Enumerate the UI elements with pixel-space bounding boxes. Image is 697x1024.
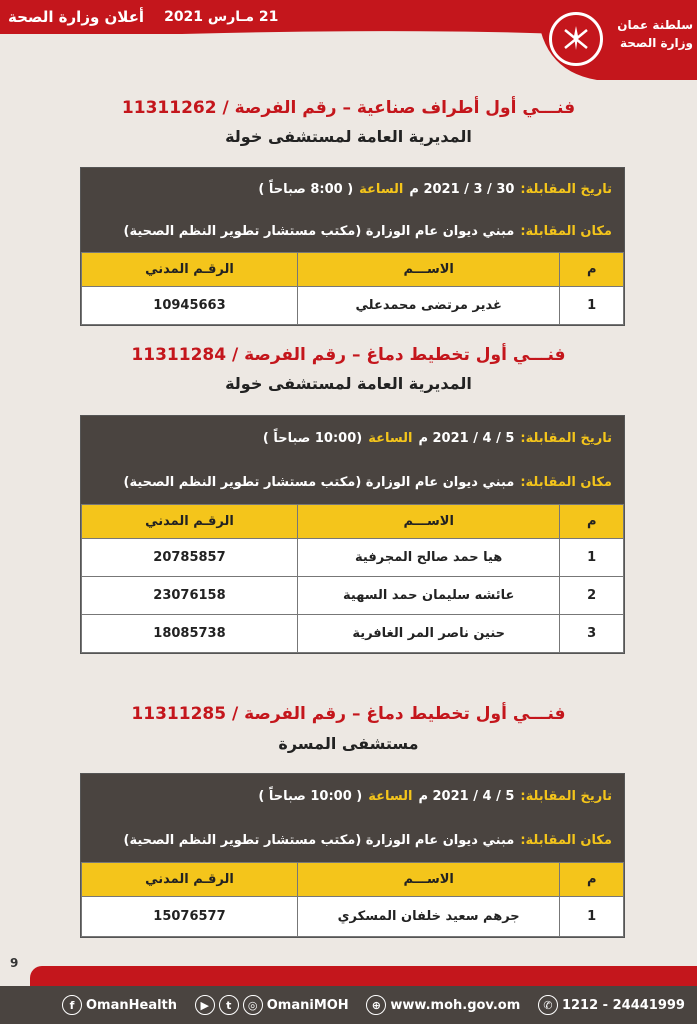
instagram-icon: ◎	[243, 995, 263, 1015]
time-label: الساعة	[368, 430, 413, 446]
place-label: مكان المقابلة:	[520, 474, 612, 490]
row-name: هيا حمد صالح المجرفية	[297, 539, 559, 577]
website-link[interactable]	[366, 995, 520, 1015]
time-label: الساعة	[359, 181, 404, 197]
section-2-subtitle: المديرية العامة لمستشفى خولة	[225, 374, 472, 393]
date-value: 5 / 4 / 2021 م	[418, 788, 515, 804]
logo-line-1: سلطنة عمان	[617, 18, 693, 32]
place-label: مكان المقابلة:	[520, 832, 612, 848]
table-row	[82, 539, 624, 577]
table-header	[82, 505, 624, 539]
column-name: الاســـم	[297, 253, 559, 287]
interview-info	[81, 168, 624, 252]
time-value: ( 8:00 صباحاً )	[258, 181, 354, 197]
facebook-link[interactable]	[62, 995, 177, 1015]
time-value: (10:00 صباحاً )	[262, 430, 363, 446]
facebook-icon: f	[62, 995, 82, 1015]
announcement-date: 21 مـارس 2021	[164, 9, 279, 25]
footer-red-band	[30, 966, 697, 986]
section-1-subtitle: المديرية العامة لمستشفى خولة	[225, 127, 472, 146]
time-value: ( 10:00 صباحاً )	[258, 788, 363, 804]
interview-date-line	[93, 416, 612, 460]
interview-date-line	[93, 168, 612, 210]
interview-date-line	[93, 774, 612, 818]
row-id: 15076577	[82, 897, 298, 937]
header-text	[8, 6, 278, 28]
date-label: تاريخ المقابلة:	[520, 788, 612, 804]
row-name: عائشه سليمان حمد السهية	[297, 577, 559, 615]
column-name: الاســـم	[297, 505, 559, 539]
table-header	[82, 863, 624, 897]
row-id: 10945663	[82, 287, 298, 325]
section-2-title: فنـــي أول تخطيط دماغ – رقم الفرصة / 11311284	[131, 345, 566, 365]
table-row	[82, 287, 624, 325]
place-value: مبني ديوان عام الوزارة (مكتب مستشار تطوير النظم الصحية)	[123, 832, 515, 848]
place-value: مبني ديوان عام الوزارة (مكتب مستشار تطوير النظم الصحية)	[123, 223, 515, 239]
row-id: 18085738	[82, 615, 298, 653]
facebook-handle: OmanHealth	[86, 997, 178, 1013]
page-number: 9	[10, 956, 19, 970]
interview-info	[81, 416, 624, 504]
announcement-title: أعلان وزارة الصحة	[8, 8, 145, 26]
date-label: تاريخ المقابلة:	[520, 430, 612, 446]
candidates-table	[81, 862, 624, 937]
candidates-table	[81, 504, 624, 653]
section-2-table	[80, 415, 625, 654]
place-value: مبني ديوان عام الوزارة (مكتب مستشار تطوير النظم الصحية)	[123, 474, 515, 490]
section-1-table	[80, 167, 625, 326]
place-label: مكان المقابلة:	[520, 223, 612, 239]
logo-text	[609, 16, 693, 52]
section-3-title: فنـــي أول تخطيط دماغ – رقم الفرصة / 11311285	[131, 704, 566, 724]
table-row	[82, 897, 624, 937]
column-num: م	[560, 253, 624, 287]
row-id: 20785857	[82, 539, 298, 577]
social-link[interactable]	[195, 995, 349, 1015]
row-name: حنين ناصر المر الغافرية	[297, 615, 559, 653]
table-header	[82, 253, 624, 287]
website-url: www.moh.gov.om	[390, 997, 521, 1013]
phone-link[interactable]	[538, 995, 685, 1015]
column-num: م	[560, 505, 624, 539]
section-3-table	[80, 773, 625, 938]
logo-line-2: وزارة الصحة	[619, 36, 693, 50]
column-id: الرقـم المدني	[82, 863, 298, 897]
row-name: غدير مرتضى محمدعلي	[297, 287, 559, 325]
row-num: 1	[560, 897, 624, 937]
phone-icon: ✆	[538, 995, 558, 1015]
interview-info	[81, 774, 624, 862]
row-name: جرهم سعيد خلفان المسكري	[297, 897, 559, 937]
time-label: الساعة	[368, 788, 413, 804]
interview-place-line	[93, 818, 612, 862]
row-num: 2	[560, 577, 624, 615]
logo	[527, 0, 697, 80]
phone-number: 1212 - 24441999	[561, 997, 685, 1013]
column-id: الرقـم المدني	[82, 253, 298, 287]
row-num: 1	[560, 539, 624, 577]
oman-emblem-icon	[549, 12, 603, 66]
twitter-icon: t	[219, 995, 239, 1015]
column-id: الرقـم المدني	[82, 505, 298, 539]
interview-place-line	[93, 210, 612, 252]
date-value: 5 / 4 / 2021 م	[418, 430, 515, 446]
globe-icon: ⊕	[366, 995, 386, 1015]
column-num: م	[560, 863, 624, 897]
row-num: 1	[560, 287, 624, 325]
social-handle: OmaniMOH	[266, 997, 349, 1013]
date-value: 30 / 3 / 2021 م	[409, 181, 515, 197]
table-row	[82, 577, 624, 615]
footer	[0, 986, 697, 1024]
candidates-table	[81, 252, 624, 325]
section-1-title: فنـــي أول أطراف صناعية – رقم الفرصة / 11311262	[121, 98, 576, 118]
section-3-subtitle: مستشفى المسرة	[278, 734, 419, 753]
row-num: 3	[560, 615, 624, 653]
date-label: تاريخ المقابلة:	[520, 181, 612, 197]
interview-place-line	[93, 460, 612, 504]
youtube-icon: ▶	[195, 995, 215, 1015]
table-row	[82, 615, 624, 653]
row-id: 23076158	[82, 577, 298, 615]
column-name: الاســـم	[297, 863, 559, 897]
